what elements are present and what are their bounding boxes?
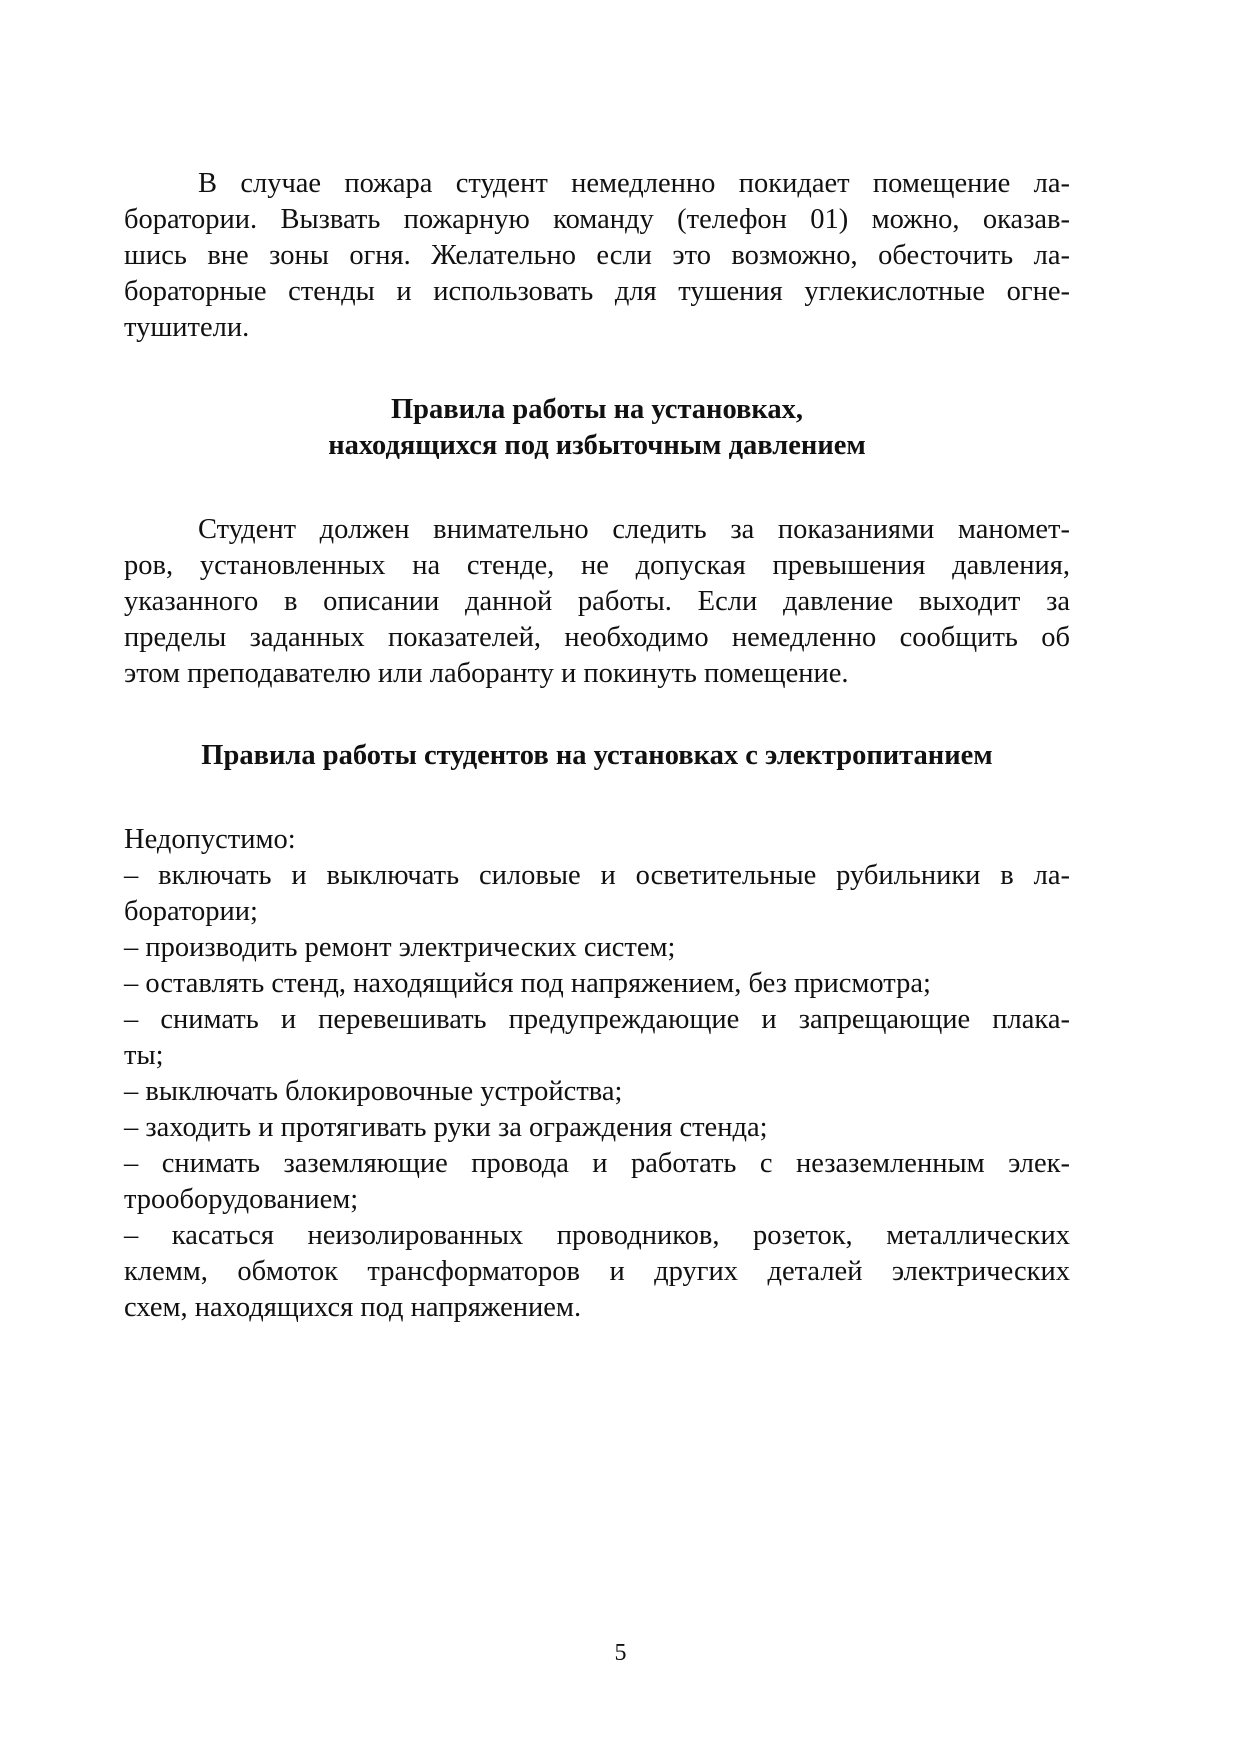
list-item-line: схем, находящихся под напряжением. [124,1292,582,1323]
list-item-line: – снимать и перевешивать предупреждающие и запрещающие плака- [124,1004,1070,1035]
list-item-line: – производить ремонт электрических систем; [124,932,676,963]
text-line: шись вне зоны огня. Желательно если это возможно, обесточить ла- [124,240,1070,271]
heading-line: Правила работы студентов на установках с электропитанием [201,740,993,771]
list-item-line: – касаться неизолированных проводников, розеток, металлических [124,1220,1070,1251]
list-item-line: клемм, обмоток трансформаторов и других деталей электрических [124,1256,1070,1287]
list-intro: Недопустимо: [124,824,296,855]
paragraph-electric-rules [124,822,1070,1326]
text-line: ров, установленных на стенде, не допуская превышения давления, [124,550,1070,581]
text-line: боратории. Вызвать пожарную команду (телефон 01) можно, оказав- [124,204,1070,235]
heading-pressure-rules [124,392,1070,464]
heading-electric-rules [124,738,1070,774]
document-page [124,160,1070,1326]
text-line: указанного в описании данной работы. Если давление выходит за [124,586,1070,617]
list-item-line: ты; [124,1040,164,1071]
list-item-line: боратории; [124,896,258,927]
text-line: тушители. [124,312,250,343]
list-item-line: – включать и выключать силовые и осветительные рубильники в ла- [124,860,1070,891]
text-line: пределы заданных показателей, необходимо немедленно сообщить об [124,622,1070,653]
list-item-line: – заходить и протягивать руки за ограждения стенда; [124,1112,768,1143]
paragraph-fire-safety [124,166,1070,346]
heading-line: Правила работы на установках, [390,394,804,425]
text-line: В случае пожара студент немедленно покидает помещение ла- [198,168,1070,199]
text-line: Студент должен внимательно следить за показаниями маномет- [198,514,1070,545]
list-item-line: – выключать блокировочные устройства; [124,1076,623,1107]
heading-line: находящихся под избыточным давлением [328,430,866,461]
text-line: бораторные стенды и использовать для тушения углекислотные огне- [124,276,1070,307]
page-number: 5 [614,1640,627,1666]
list-item-line: – снимать заземляющие провода и работать с незаземленным элек- [124,1148,1070,1179]
text-line: этом преподавателю или лаборанту и покинуть помещение. [124,658,849,689]
paragraph-pressure-rules [124,512,1070,692]
list-item-line: – оставлять стенд, находящийся под напряжением, без присмотра; [124,968,931,999]
list-item-line: трооборудованием; [124,1184,359,1215]
